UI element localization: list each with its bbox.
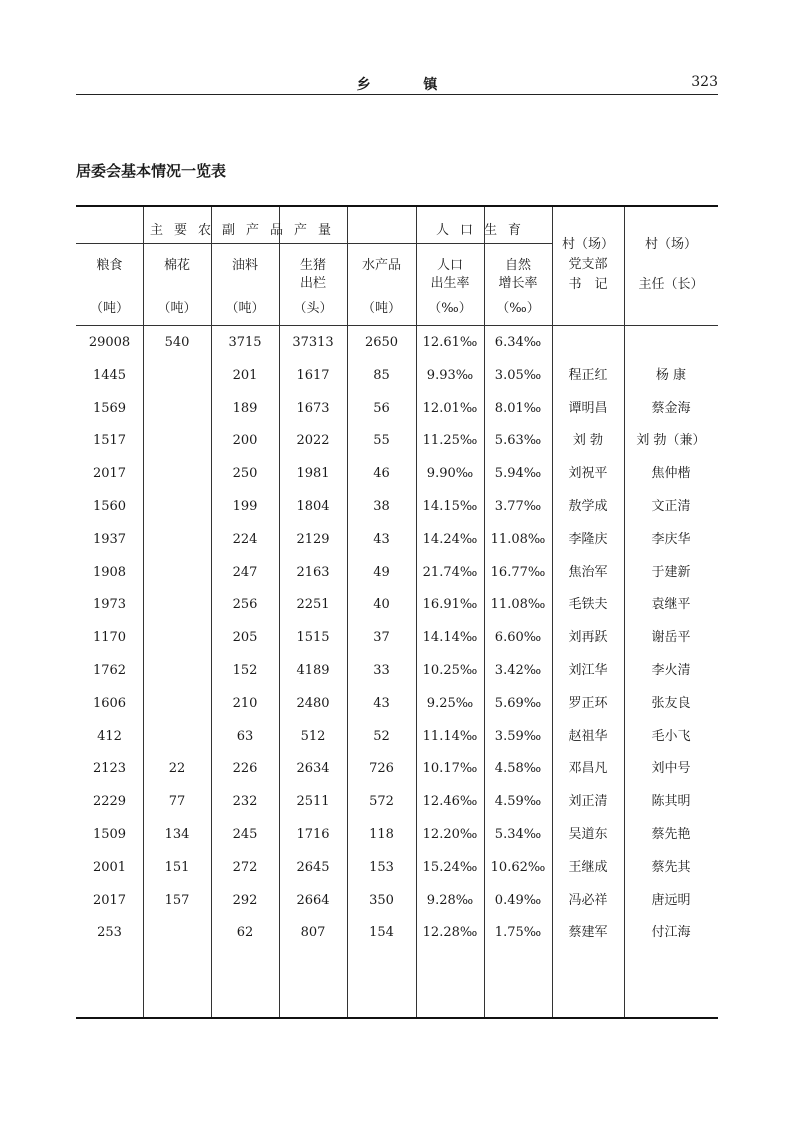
cell-grain: 1908 <box>92 565 127 580</box>
cell-oilseed: 224 <box>232 532 258 547</box>
cell-grain: 253 <box>97 925 122 940</box>
cell-oilseed: 200 <box>232 433 258 448</box>
cell-village-director: 唐远明 <box>651 893 691 908</box>
cell-pigs: 1716 <box>296 827 330 842</box>
col-header-grain: 粮食 <box>96 258 123 273</box>
cell-grain: 1762 <box>92 663 127 678</box>
cell-growth-rate: 5.34‰ <box>494 827 542 842</box>
cell-village-director: 李庆华 <box>651 532 691 547</box>
col-header-aquatic: 水产品 <box>361 258 401 273</box>
cell-grain: 1606 <box>92 696 127 711</box>
cell-aquatic: 56 <box>373 401 390 416</box>
cell-party-secretary: 蔡建军 <box>568 925 608 940</box>
cell-pigs: 2480 <box>296 696 330 711</box>
cell-oilseed: 232 <box>232 794 258 809</box>
cell-party-secretary: 李隆庆 <box>568 532 608 547</box>
cell-grain: 2123 <box>92 761 127 776</box>
cell-birth-rate: 14.24‰ <box>422 532 478 547</box>
cell-birth-rate: 9.90‰ <box>426 466 474 481</box>
cell-aquatic: 726 <box>369 761 394 776</box>
cell-grain: 1569 <box>92 401 127 416</box>
cell-growth-rate: 6.60‰ <box>494 630 542 645</box>
cell-aquatic: 55 <box>373 433 390 448</box>
cell-aquatic: 153 <box>369 860 394 875</box>
cell-village-director: 刘 勃（兼） <box>636 433 706 448</box>
cell-growth-rate: 3.42‰ <box>494 663 542 678</box>
cell-grain: 2017 <box>92 893 127 908</box>
col-unit-grain: （吨） <box>89 301 129 316</box>
page-number: 323 <box>691 74 718 90</box>
group-header-population: 人口生育 <box>435 223 532 238</box>
cell-pigs: 2129 <box>296 532 330 547</box>
cell-aquatic: 2650 <box>364 335 399 350</box>
cell-village-director: 杨 康 <box>655 368 687 383</box>
cell-pigs: 2634 <box>296 761 330 776</box>
cell-birth-rate: 11.25‰ <box>422 433 478 448</box>
cell-cotton <box>143 693 211 715</box>
cell-cotton <box>143 430 211 452</box>
cell-village-director: 毛小飞 <box>651 729 691 744</box>
cell-grain: 1509 <box>92 827 127 842</box>
cell-party-secretary: 冯必祥 <box>568 893 608 908</box>
cell-pigs: 1673 <box>296 401 330 416</box>
cell-birth-rate: 10.25‰ <box>422 663 478 678</box>
cell-party-secretary: 毛铁夫 <box>568 597 608 612</box>
cell-grain: 2017 <box>92 466 127 481</box>
cell-growth-rate: 5.63‰ <box>494 433 542 448</box>
cell-aquatic: 37 <box>373 630 390 645</box>
cell-pigs: 2664 <box>296 893 330 908</box>
col-unit-aquatic: （吨） <box>361 301 401 316</box>
group-header-agri-products: 主要农副产品产量 <box>149 223 342 238</box>
cell-aquatic: 38 <box>373 499 390 514</box>
cell-pigs: 2511 <box>296 794 330 809</box>
cell-party-secretary <box>552 332 624 354</box>
cell-grain: 1517 <box>92 433 127 448</box>
cell-cotton <box>143 398 211 420</box>
cell-oilseed: 272 <box>232 860 258 875</box>
cell-village-director <box>624 332 718 354</box>
cell-birth-rate: 16.91‰ <box>422 597 478 612</box>
cell-aquatic: 118 <box>369 827 394 842</box>
cell-birth-rate: 14.14‰ <box>422 630 478 645</box>
cell-village-director: 文正清 <box>651 499 691 514</box>
cell-pigs: 807 <box>300 925 326 940</box>
cell-party-secretary: 谭明昌 <box>568 401 608 416</box>
cell-oilseed: 250 <box>232 466 258 481</box>
cell-aquatic: 40 <box>373 597 390 612</box>
col-unit-cotton: （吨） <box>157 301 197 316</box>
cell-oilseed: 247 <box>232 565 258 580</box>
cell-oilseed: 189 <box>232 401 258 416</box>
col-header-village-director: 村（场） 主任（长） <box>638 237 704 292</box>
cell-village-director: 焦仲楷 <box>651 466 691 481</box>
cell-oilseed: 152 <box>232 663 258 678</box>
cell-grain: 1973 <box>92 597 127 612</box>
cell-growth-rate: 5.69‰ <box>494 696 542 711</box>
cell-grain: 2001 <box>92 860 127 875</box>
cell-oilseed: 205 <box>232 630 258 645</box>
cell-birth-rate: 12.61‰ <box>422 335 478 350</box>
cell-party-secretary: 王继成 <box>568 860 608 875</box>
cell-aquatic: 154 <box>369 925 394 940</box>
cell-cotton <box>143 594 211 616</box>
cell-birth-rate: 9.25‰ <box>426 696 474 711</box>
cell-grain: 2229 <box>92 794 127 809</box>
cell-village-director: 陈其明 <box>651 794 691 809</box>
cell-pigs: 2022 <box>296 433 330 448</box>
cell-village-director: 谢岳平 <box>651 630 691 645</box>
cell-pigs: 37313 <box>292 335 334 350</box>
cell-growth-rate: 3.59‰ <box>494 729 542 744</box>
col-header-cotton: 棉花 <box>163 258 190 273</box>
cell-grain: 1937 <box>92 532 127 547</box>
cell-cotton: 540 <box>164 335 190 350</box>
cell-aquatic: 43 <box>373 532 390 547</box>
cell-party-secretary: 程正红 <box>568 368 608 383</box>
cell-birth-rate: 9.93‰ <box>426 368 474 383</box>
col-header-party-secretary: 村（场） 党支部 书 记 <box>561 237 614 292</box>
cell-party-secretary: 邓昌凡 <box>568 761 608 776</box>
cell-grain: 1560 <box>92 499 127 514</box>
cell-party-secretary: 赵祖华 <box>568 729 608 744</box>
cell-party-secretary: 刘正清 <box>568 794 608 809</box>
cell-oilseed: 3715 <box>228 335 262 350</box>
cell-aquatic: 43 <box>373 696 390 711</box>
col-unit-birth-rate: （‰） <box>428 301 472 316</box>
cell-birth-rate: 11.14‰ <box>422 729 478 744</box>
cell-cotton: 134 <box>164 827 190 842</box>
cell-pigs: 1515 <box>296 630 330 645</box>
cell-party-secretary: 刘江华 <box>568 663 608 678</box>
cell-birth-rate: 15.24‰ <box>422 860 478 875</box>
cell-oilseed: 63 <box>236 729 254 744</box>
cell-birth-rate: 21.74‰ <box>422 565 478 580</box>
cell-village-director: 蔡先其 <box>651 860 691 875</box>
cell-aquatic: 46 <box>373 466 390 481</box>
cell-birth-rate: 12.01‰ <box>422 401 478 416</box>
cell-party-secretary: 焦治军 <box>568 565 608 580</box>
col-header-pigs: 生猪 出栏 <box>299 258 326 291</box>
cell-aquatic: 85 <box>373 368 390 383</box>
cell-birth-rate: 12.46‰ <box>422 794 478 809</box>
cell-village-director: 刘中号 <box>651 761 691 776</box>
cell-birth-rate: 14.15‰ <box>422 499 478 514</box>
header-divider <box>76 325 718 326</box>
cell-oilseed: 245 <box>232 827 258 842</box>
cell-pigs: 1981 <box>296 466 330 481</box>
col-unit-pigs: （头） <box>293 301 333 316</box>
cell-village-director: 李火清 <box>651 663 691 678</box>
cell-aquatic: 350 <box>369 893 394 908</box>
cell-cotton <box>143 463 211 485</box>
cell-growth-rate: 16.77‰ <box>490 565 546 580</box>
cell-party-secretary: 敖学成 <box>568 499 608 514</box>
cell-growth-rate: 3.77‰ <box>494 499 542 514</box>
data-table <box>76 205 718 1019</box>
cell-birth-rate: 9.28‰ <box>426 893 474 908</box>
cell-growth-rate: 1.75‰ <box>494 925 542 940</box>
cell-cotton: 77 <box>168 794 186 809</box>
cell-growth-rate: 5.94‰ <box>494 466 542 481</box>
col-header-growth-rate: 自然 增长率 <box>498 258 538 291</box>
cell-oilseed: 256 <box>232 597 258 612</box>
col-header-birth-rate: 人口 出生率 <box>430 258 470 291</box>
col-header-oilseed: 油料 <box>231 258 258 273</box>
section-title: 乡 镇 <box>356 77 462 93</box>
cell-growth-rate: 6.34‰ <box>494 335 542 350</box>
cell-cotton <box>143 529 211 551</box>
cell-cotton <box>143 922 211 944</box>
cell-oilseed: 210 <box>232 696 258 711</box>
cell-birth-rate: 12.28‰ <box>422 925 478 940</box>
cell-oilseed: 199 <box>232 499 258 514</box>
cell-aquatic: 33 <box>373 663 390 678</box>
cell-pigs: 2163 <box>296 565 330 580</box>
cell-grain: 1170 <box>92 630 127 645</box>
cell-growth-rate: 3.05‰ <box>494 368 542 383</box>
cell-village-director: 张友良 <box>651 696 691 711</box>
cell-growth-rate: 8.01‰ <box>494 401 542 416</box>
cell-village-director: 袁继平 <box>651 597 691 612</box>
cell-aquatic: 52 <box>373 729 390 744</box>
cell-aquatic: 572 <box>369 794 394 809</box>
cell-party-secretary: 罗正环 <box>568 696 608 711</box>
group-header-divider <box>76 243 552 244</box>
cell-village-director: 付江海 <box>651 925 691 940</box>
cell-pigs: 1617 <box>296 368 330 383</box>
cell-cotton <box>143 660 211 682</box>
cell-pigs: 512 <box>300 729 326 744</box>
cell-pigs: 2251 <box>296 597 330 612</box>
cell-oilseed: 226 <box>232 761 258 776</box>
cell-growth-rate: 4.59‰ <box>494 794 542 809</box>
cell-oilseed: 292 <box>232 893 258 908</box>
running-header <box>76 70 718 95</box>
cell-village-director: 蔡先艳 <box>651 827 691 842</box>
col-unit-growth-rate: （‰） <box>496 301 540 316</box>
cell-pigs: 4189 <box>296 663 330 678</box>
cell-growth-rate: 11.08‰ <box>490 532 546 547</box>
cell-birth-rate: 10.17‰ <box>422 761 478 776</box>
cell-pigs: 1804 <box>296 499 330 514</box>
cell-party-secretary: 刘 勃 <box>572 433 604 448</box>
cell-grain: 412 <box>97 729 122 744</box>
cell-party-secretary: 吴道东 <box>568 827 608 842</box>
cell-cotton: 157 <box>164 893 190 908</box>
cell-village-director: 蔡金海 <box>651 401 691 416</box>
cell-growth-rate: 0.49‰ <box>494 893 542 908</box>
cell-village-director: 于建新 <box>651 565 691 580</box>
cell-cotton <box>143 562 211 584</box>
cell-aquatic: 49 <box>373 565 390 580</box>
cell-growth-rate: 10.62‰ <box>490 860 546 875</box>
cell-growth-rate: 11.08‰ <box>490 597 546 612</box>
cell-growth-rate: 4.58‰ <box>494 761 542 776</box>
cell-cotton <box>143 627 211 649</box>
table-title: 居委会基本情况一览表 <box>76 162 227 180</box>
cell-party-secretary: 刘再跃 <box>568 630 608 645</box>
cell-oilseed: 62 <box>236 925 254 940</box>
cell-oilseed: 201 <box>232 368 258 383</box>
cell-cotton: 151 <box>164 860 190 875</box>
cell-birth-rate: 12.20‰ <box>422 827 478 842</box>
col-unit-oilseed: （吨） <box>225 301 265 316</box>
cell-grain: 29008 <box>88 335 131 350</box>
cell-cotton <box>143 365 211 387</box>
cell-cotton <box>143 726 211 748</box>
cell-cotton <box>143 496 211 518</box>
cell-cotton: 22 <box>168 761 186 776</box>
cell-pigs: 2645 <box>296 860 330 875</box>
cell-grain: 1445 <box>92 368 127 383</box>
cell-party-secretary: 刘祝平 <box>568 466 608 481</box>
